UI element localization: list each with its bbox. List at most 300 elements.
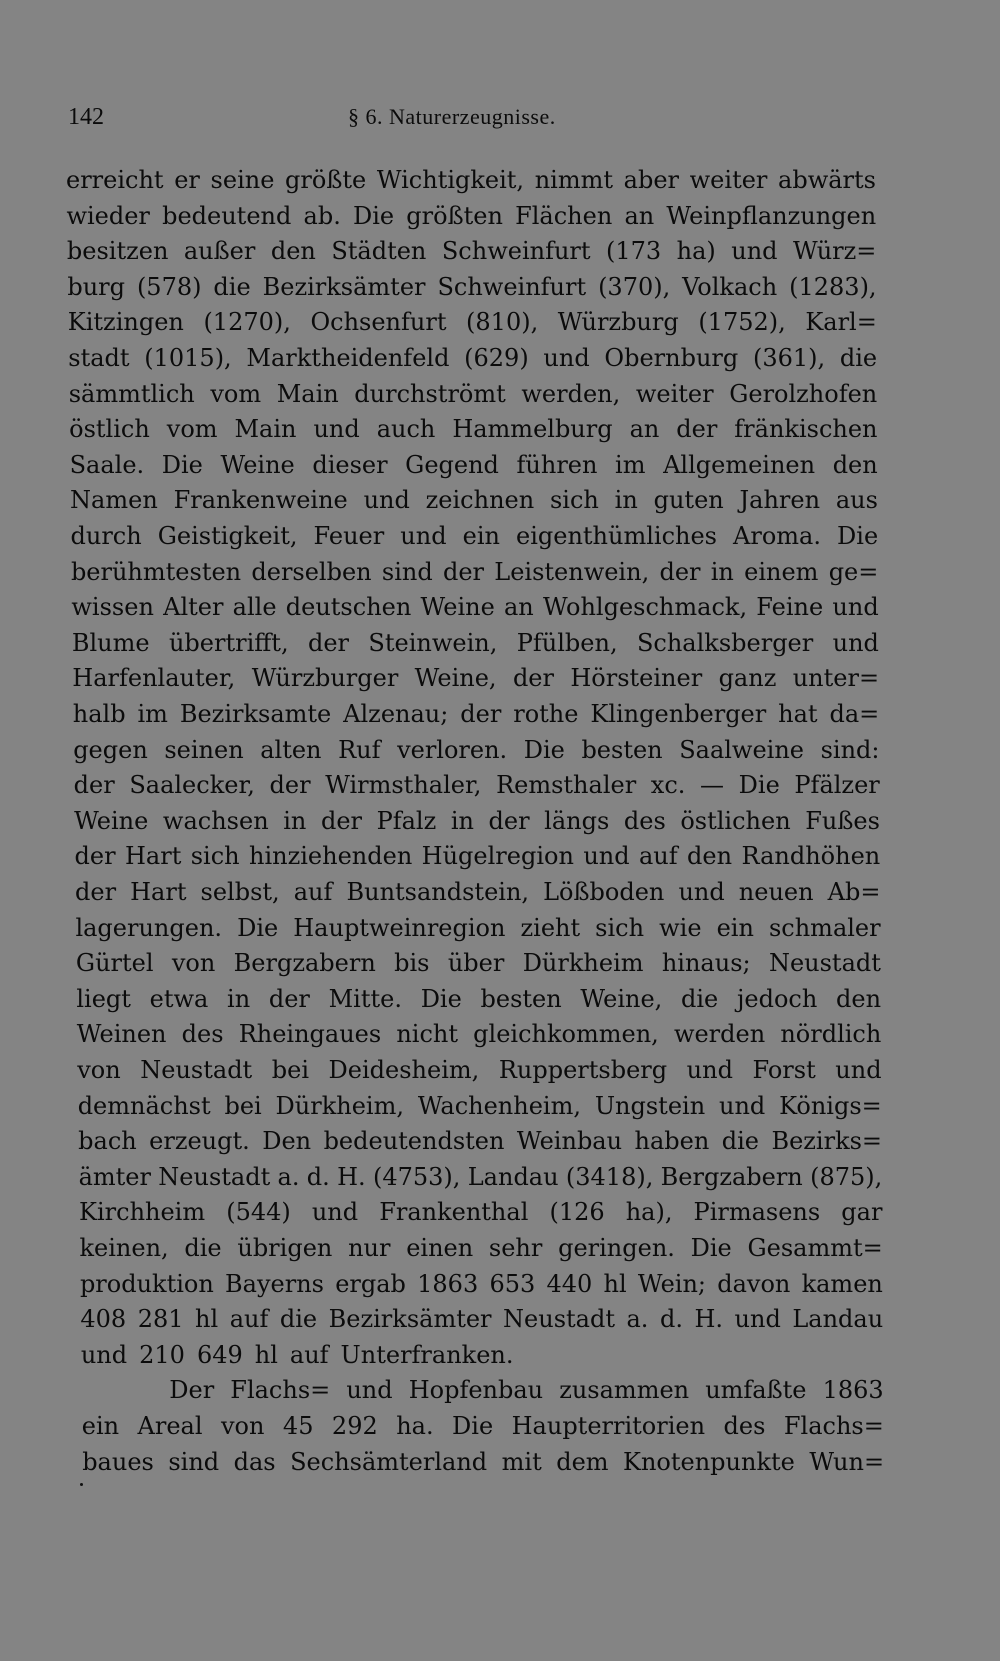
word: Klingenberger [590, 700, 767, 728]
word: d. [659, 1305, 683, 1334]
word: Areal [137, 1412, 203, 1440]
word: keinen, [79, 1234, 169, 1262]
text-line [80, 1233, 883, 1263]
text-line [67, 272, 876, 302]
ink-speck [80, 1483, 83, 1486]
word: Weine, [580, 984, 663, 1013]
text-line [82, 1411, 884, 1441]
word: Die [353, 201, 395, 230]
word: Weinen [76, 1020, 167, 1049]
word: ge= [828, 557, 879, 586]
word: davon [717, 1269, 791, 1298]
word: kamen [801, 1269, 883, 1298]
word: Neustadt [140, 1056, 253, 1084]
word: (4753), [372, 1162, 461, 1191]
word: ha. [396, 1412, 434, 1440]
text-line [75, 877, 881, 907]
word: (629) [464, 344, 529, 372]
word: übrigen [237, 1234, 333, 1262]
word: neuen [738, 878, 814, 906]
word: Landau [467, 1162, 559, 1191]
word: alle [232, 593, 277, 622]
word: sind [381, 557, 433, 586]
word: Ungstein [594, 1091, 706, 1120]
word: Jahren [739, 486, 821, 515]
word: östlich [69, 415, 150, 444]
word: Saalweine [679, 735, 805, 764]
text-line [72, 663, 879, 693]
word: unter= [792, 664, 880, 693]
word: (544) [226, 1198, 291, 1227]
word: 281 [137, 1305, 184, 1334]
text-line [75, 913, 880, 943]
text-line [73, 699, 880, 729]
word: Alzenau; [343, 700, 449, 728]
word: des [181, 1020, 224, 1049]
word: Main [234, 415, 297, 444]
word: das [233, 1447, 276, 1476]
word: ha) [676, 237, 716, 266]
word: Ochsenfurt [310, 308, 447, 337]
text-line [72, 628, 879, 658]
word: xc. [650, 771, 686, 800]
text-line [71, 557, 879, 587]
word: bis [394, 949, 430, 978]
word: hl [254, 1340, 278, 1369]
word: Gegend [405, 450, 499, 479]
word: und [832, 593, 879, 622]
word: Schweinfurt [441, 237, 591, 266]
word: den [687, 842, 733, 871]
word: Saale. [69, 450, 145, 479]
word: Die [690, 1234, 732, 1262]
word: Randhöhen [741, 842, 881, 871]
word: Neustadt [503, 1305, 615, 1334]
word: Die [420, 984, 462, 1013]
word: burg [67, 272, 125, 301]
word: Die [738, 771, 780, 800]
word: alten [260, 735, 322, 764]
word: Saalecker, [129, 771, 255, 800]
word: Weinbau [516, 1127, 623, 1156]
text-line [70, 485, 878, 515]
text-line [78, 1091, 882, 1121]
word: 408 [80, 1305, 127, 1334]
word: der [460, 700, 502, 728]
word: ergab [335, 1269, 406, 1298]
word: der [74, 842, 116, 871]
word: Bergzabern [660, 1162, 803, 1191]
word: in [710, 557, 734, 586]
word: bei [271, 1056, 309, 1084]
word: Die [161, 450, 203, 479]
word: nicht [396, 1020, 459, 1049]
word: Volkach [682, 272, 778, 301]
word: Namen [70, 486, 158, 515]
word: Pfalz [376, 806, 437, 835]
word: Alter [163, 593, 224, 622]
word: die [839, 344, 878, 372]
word: Bayerns [225, 1269, 324, 1298]
word: abwärts [778, 166, 876, 194]
word: in [614, 486, 638, 515]
word: und [832, 628, 879, 657]
word: Flachs= [230, 1376, 331, 1405]
word: Wichtigkeit, [376, 166, 525, 194]
word: in [227, 984, 251, 1013]
word: Pirmasens [693, 1198, 821, 1227]
word: Hörsteiner [570, 664, 703, 693]
word: 653 [489, 1269, 536, 1298]
word: und [835, 1056, 882, 1084]
text-line [169, 1375, 883, 1405]
word: Bezirksämter [328, 1305, 492, 1334]
word: aber [623, 166, 679, 194]
word: der [75, 878, 117, 906]
text-line [79, 1197, 882, 1227]
word: Hammelburg [452, 415, 613, 444]
word: da= [829, 700, 880, 728]
word: Die [452, 1412, 494, 1440]
word: den [270, 237, 316, 266]
word: hinziehenden [249, 842, 413, 871]
word: und [583, 842, 630, 871]
word: werden [673, 1020, 766, 1049]
word: Steinwein, [368, 628, 498, 657]
word: Gesammt= [747, 1234, 883, 1262]
word: vom [166, 415, 218, 444]
word: Allgemeinen [663, 450, 816, 479]
text-line [67, 236, 877, 266]
word: sind: [820, 735, 880, 764]
word: östlichen [680, 806, 791, 835]
word: deutschen [285, 593, 412, 622]
word: ha), [625, 1198, 673, 1227]
word: besitzen [66, 237, 169, 266]
word: Die [837, 522, 879, 550]
word: und [678, 878, 725, 906]
word: weiter [689, 166, 768, 194]
word: weiter [635, 379, 714, 408]
word: Sechsämterland [290, 1447, 488, 1476]
word: umfaßte [705, 1376, 807, 1405]
word: Geistigkeit, [157, 522, 298, 550]
word: (1283), [789, 272, 877, 301]
word: a. [626, 1305, 649, 1334]
word: Hügelregion [421, 842, 574, 871]
word: Haupterritorien [511, 1412, 706, 1440]
word: (1752), [698, 308, 786, 337]
word: Hart [124, 842, 182, 871]
word: fränkischen [734, 415, 878, 444]
word: Obernburg [604, 344, 739, 372]
word: den [836, 984, 882, 1013]
word: Wohlgeschmack, [542, 593, 748, 622]
text-line [73, 735, 879, 765]
word: Deidesheim, [328, 1056, 480, 1084]
word: und [686, 1056, 733, 1084]
word: gegen [73, 735, 148, 764]
word: Mitte. [328, 984, 402, 1013]
word: ab. [303, 201, 341, 230]
word: dem [556, 1447, 609, 1476]
word: berühmtesten [70, 557, 242, 586]
word: nördlich [780, 1020, 882, 1049]
word: von [221, 1412, 265, 1440]
word: sämmtlich [68, 379, 195, 408]
word: Bezirks= [771, 1127, 883, 1156]
word: außer [183, 237, 256, 266]
word: (3418), [565, 1162, 654, 1191]
text-line [75, 841, 881, 871]
text-line [74, 770, 880, 800]
word: ein [716, 913, 754, 942]
word: und [734, 1305, 781, 1334]
page-header [68, 100, 928, 140]
word: Ab= [827, 878, 881, 906]
word: des [723, 1412, 766, 1440]
word: sich [190, 842, 240, 871]
word: erzeugt. [149, 1127, 250, 1156]
word: besten [581, 735, 663, 764]
word: schmaler [768, 913, 881, 942]
word: Flachs= [783, 1412, 884, 1440]
word: Dürkheim, [275, 1091, 404, 1120]
word: Pfülben, [516, 628, 618, 657]
word: Pfälzer [794, 771, 880, 800]
word: bedeutend [162, 201, 292, 230]
word: Knotenpunkte [623, 1447, 795, 1476]
word: Frankenweine [173, 486, 348, 515]
word: an [624, 201, 655, 230]
word: nimmt [534, 166, 613, 194]
word: etwa [149, 984, 209, 1013]
word: zieht [520, 913, 581, 942]
text-line [69, 414, 877, 444]
word: Würz= [793, 237, 877, 266]
word: die [721, 1127, 759, 1156]
text-line [70, 450, 878, 480]
text-line [71, 592, 878, 622]
word: Blume [71, 628, 150, 657]
text-line [68, 307, 877, 337]
word: (370), [598, 272, 671, 301]
word: Gürtel [75, 949, 154, 978]
word: er [174, 166, 200, 194]
word: Gerolzhofen [729, 379, 878, 408]
text-line [69, 379, 878, 409]
word: Die [523, 735, 565, 764]
word: Harfenlauter, [72, 664, 236, 693]
word: ganz [718, 664, 777, 693]
word: der [269, 771, 311, 800]
word: 210 [139, 1340, 185, 1369]
word: dieser [312, 450, 388, 479]
word: (361), [752, 344, 826, 372]
word: Bezirksamte [179, 700, 332, 728]
word: Frankenthal [379, 1198, 529, 1227]
word: übertrifft, [168, 628, 289, 657]
word: Wachenheim, [417, 1091, 581, 1120]
word: vom [210, 379, 262, 408]
word: hl [603, 1269, 627, 1298]
word: Weine [420, 593, 495, 622]
word: bei [224, 1091, 262, 1120]
word: Wun= [809, 1447, 885, 1476]
word: und [718, 1091, 766, 1120]
word: und [731, 237, 778, 266]
word: Weine [220, 450, 295, 479]
word: geringen. [558, 1234, 675, 1262]
word: wieder [66, 201, 150, 230]
word: Dürkheim [522, 949, 644, 978]
word: Hauptweinregion [293, 913, 506, 942]
word: Unterfranken. [340, 1340, 514, 1369]
word: hinaus; [661, 949, 751, 978]
text-line [74, 806, 880, 836]
word: 1863 [822, 1376, 884, 1405]
word: (1015), [144, 344, 232, 372]
word: einem [744, 557, 819, 586]
word: a. [277, 1162, 300, 1191]
word: Rheingaues [238, 1020, 382, 1049]
word: Neustadt [768, 949, 881, 978]
word: Landau [792, 1305, 884, 1334]
word: eigenthümliches [516, 522, 717, 550]
word: die [279, 1305, 318, 1334]
word: H. [694, 1305, 724, 1334]
text-line [76, 984, 881, 1014]
word: Flächen [515, 201, 613, 230]
word: Weine [74, 806, 149, 835]
word: (810), [466, 308, 539, 337]
word: Leistenwein, [494, 557, 650, 586]
word: und [313, 415, 360, 444]
word: ein [81, 1412, 120, 1440]
word: seine [210, 166, 275, 194]
word: Der [169, 1376, 215, 1405]
word: Wein; [637, 1269, 706, 1298]
word: Karl= [805, 308, 877, 337]
word: wachsen [162, 806, 269, 835]
word: Ruppertsberg [498, 1056, 668, 1084]
word: gleichkommen, [473, 1020, 659, 1049]
word: wissen [71, 593, 154, 622]
text-line [80, 1269, 883, 1299]
word: die [213, 272, 251, 301]
word: 1863 [417, 1269, 479, 1298]
word: auf [638, 842, 678, 871]
word: führen [516, 450, 598, 479]
word: Weinpflanzungen [666, 201, 877, 230]
word: der [442, 557, 484, 586]
word: durchströmt [354, 379, 506, 408]
word: die [681, 984, 719, 1013]
word: halb [72, 700, 126, 728]
text-line [79, 1162, 883, 1192]
word: haben [634, 1127, 710, 1156]
word: die [184, 1234, 222, 1262]
word: 440 [546, 1269, 593, 1298]
text-line [78, 1126, 882, 1156]
word: Bezirksämter [262, 272, 426, 301]
word: Schalksberger [636, 628, 814, 657]
word: und [543, 344, 590, 372]
word: gar [841, 1198, 883, 1227]
word: (578) [136, 272, 202, 301]
text-line [82, 1447, 884, 1477]
word: derselben [251, 557, 372, 586]
word: (173 [606, 237, 662, 266]
word: zeichnen [425, 486, 535, 515]
word: der [488, 806, 530, 835]
word: — [700, 771, 725, 800]
text-line [68, 343, 877, 373]
word: von [77, 1056, 121, 1084]
word: im [615, 450, 646, 479]
word: an [629, 415, 660, 444]
word: wie [659, 913, 702, 942]
word: der [320, 806, 362, 835]
word: größten [406, 201, 503, 230]
word: mit [501, 1447, 542, 1476]
word: selbst, [200, 878, 280, 906]
text-line [76, 948, 881, 978]
word: sehr [488, 1234, 543, 1262]
word: Würzburger [251, 664, 399, 693]
word: und [80, 1340, 128, 1369]
word: der [307, 628, 350, 657]
word: und [346, 1376, 393, 1405]
word: ein [462, 522, 500, 550]
word: bedeutendsten [323, 1127, 505, 1156]
word: Würzburg [557, 308, 679, 337]
word: jedoch [736, 984, 818, 1013]
word: im [137, 700, 168, 728]
word: und [311, 1198, 359, 1227]
word: ämter [78, 1162, 151, 1191]
word: sind [168, 1447, 220, 1476]
text-line [77, 1055, 881, 1085]
word: 649 [196, 1340, 243, 1369]
word: besten [480, 984, 562, 1013]
text-line [66, 201, 876, 231]
word: bach [78, 1127, 137, 1156]
word: in [283, 806, 307, 835]
word: Wirmsthaler, [325, 771, 482, 800]
word: hat [778, 700, 818, 728]
word: längs [544, 806, 610, 835]
word: Feuer [313, 522, 385, 550]
word: Kitzingen [67, 308, 184, 337]
word: Königs= [779, 1091, 882, 1120]
word: Feine [756, 593, 824, 622]
word: der [676, 415, 718, 444]
word: Schweinfurt [437, 272, 587, 301]
word: stadt [68, 344, 130, 372]
word: (126 [549, 1198, 605, 1227]
text-line [81, 1340, 884, 1370]
word: Forst [752, 1056, 816, 1084]
page-number: 142 [68, 104, 104, 130]
word: Lößboden [543, 878, 665, 906]
word: des [623, 806, 666, 835]
word: der [268, 984, 310, 1013]
word: rothe [513, 700, 579, 728]
word: auf [229, 1305, 269, 1334]
word: über [447, 949, 505, 978]
word: Neustadt [158, 1162, 271, 1191]
